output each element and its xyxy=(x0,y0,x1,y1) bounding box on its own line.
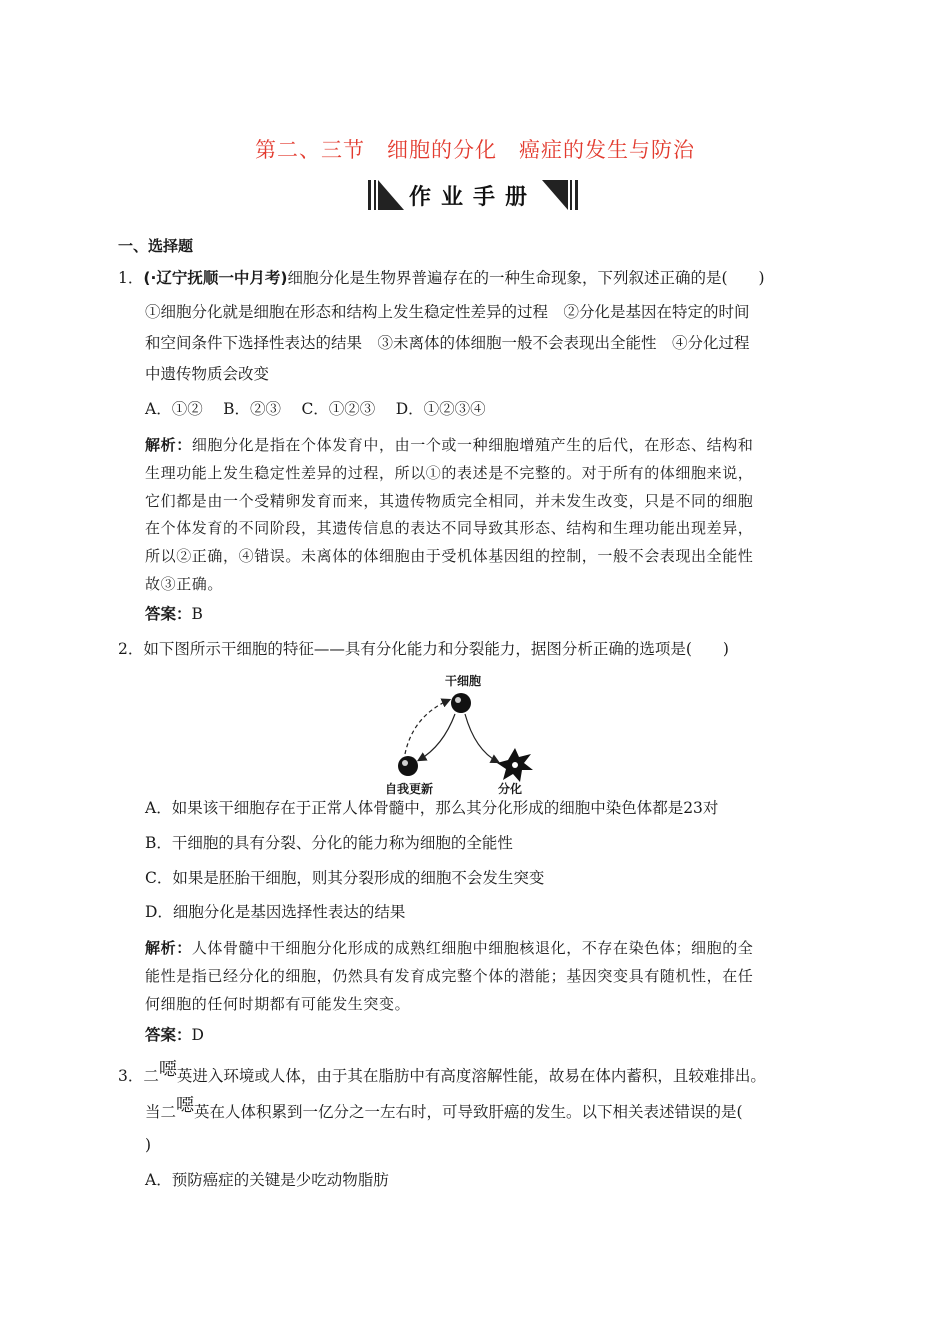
stem-cell xyxy=(451,693,471,713)
q3-special-char: 噁 xyxy=(176,1095,195,1116)
question-3-line-2 xyxy=(145,1095,743,1122)
analysis-label: 解析： xyxy=(145,939,192,957)
q2-analysis-line-3: 何细胞的任何时期都有可能发生突变。 xyxy=(145,995,411,1013)
analysis-text: 人体骨髓中干细胞分化形成的成熟红细胞中细胞核退化，不存在染色体；细胞的全 xyxy=(191,939,754,957)
question-number: 2． xyxy=(118,640,144,658)
question-2-stem xyxy=(118,639,729,659)
answer-label: 答案： xyxy=(145,605,192,623)
question-source: (·辽宁抚顺一中月考) xyxy=(143,269,288,287)
q1-answer xyxy=(145,604,203,624)
homework-banner xyxy=(366,178,580,212)
q3-text: 二 xyxy=(143,1067,159,1085)
self-renewal-cell xyxy=(398,756,418,776)
q1-analysis-line-3: 它们都是由一个受精卵发育而来，其遗传物质完全相同，并未发生改变，只是不同的细胞 xyxy=(145,492,754,510)
stem-cell-diagram xyxy=(385,670,545,800)
q3-text: 英进入环境或人体，由于其在脂肪中有高度溶解性能，故易在体内蓄积，且较难排出。 xyxy=(176,1067,766,1085)
banner-text: 作业手册 xyxy=(408,185,537,210)
page-title: 第二、三节 细胞的分化 癌症的发生与防治 xyxy=(255,138,695,162)
q1-analysis-line-2: 生理功能上发生稳定性差异的过程，所以①的表述是不完整的。对于所有的体细胞来说， xyxy=(145,464,754,482)
q3-text: 当二 xyxy=(145,1103,177,1121)
q2-option-b: B．干细胞的具有分裂、分化的能力称为细胞的全能性 xyxy=(145,834,513,852)
question-3-line-3: ) xyxy=(145,1136,152,1154)
q1-analysis-line-5: 所以②正确，④错误。未离体的体细胞由于受机体基因组的控制，一般不会表现出全能性 xyxy=(145,547,754,565)
question-text: 细胞分化是生物界普遍存在的一种生命现象，下列叙述正确的是( ) xyxy=(287,269,765,287)
q1-analysis-line-4: 在个体发育的不同阶段，其遗传信息的表达不同导致其形态、结构和生理功能出现差异， xyxy=(145,519,754,537)
label-differentiation: 分化 xyxy=(498,782,523,796)
answer-value: B xyxy=(191,605,203,623)
q2-option-d: D．细胞分化是基因选择性表达的结果 xyxy=(145,903,406,921)
answer-value: D xyxy=(191,1026,204,1044)
label-self-renewal: 自我更新 xyxy=(385,782,434,796)
q1-analysis-line-1 xyxy=(145,434,753,455)
q2-analysis-line-2: 能性是指已经分化的细胞，仍然具有发育成完整个体的潜能；基因突变具有随机性，在任 xyxy=(145,967,754,985)
q1-options: A．①② B．②③ C．①②③ D．①②③④ xyxy=(145,400,486,418)
answer-label: 答案： xyxy=(145,1026,192,1044)
question-text: 如下图所示干细胞的特征——具有分化能力和分裂能力，据图分析正确的选项是( ) xyxy=(143,640,729,658)
section-heading: 一、选择题 xyxy=(118,237,194,255)
q2-analysis-line-1 xyxy=(145,937,753,958)
question-number: 3． xyxy=(118,1067,144,1085)
q2-answer xyxy=(145,1025,204,1045)
analysis-label: 解析： xyxy=(145,436,192,454)
q1-statement-line-2: 和空间条件下选择性表达的结果 ③未离体的体细胞一般不会表现出全能性 ④分化过程 xyxy=(145,334,750,352)
q3-option-a: A．预防癌症的关键是少吃动物脂肪 xyxy=(145,1171,389,1189)
q1-statement-line-3: 中遗传物质会改变 xyxy=(145,365,270,383)
analysis-text: 细胞分化是指在个体发育中，由一个或一种细胞增殖产生的后代，在形态、结构和 xyxy=(191,436,754,454)
q3-special-char: 噁 xyxy=(158,1059,177,1080)
q3-text: 英在人体积累到一亿分之一左右时，可导致肝癌的发生。以下相关表述错误的是( xyxy=(194,1103,743,1121)
q2-option-a: A．如果该干细胞存在于正常人体骨髓中，那么其分化形成的细胞中染色体都是23对 xyxy=(145,799,719,817)
q1-statement-line-1: ①细胞分化就是细胞在形态和结构上发生稳定性差异的过程 ②分化是基因在特定的时间 xyxy=(145,303,750,321)
q1-analysis-line-6: 故③正确。 xyxy=(145,575,224,593)
q2-option-c: C．如果是胚胎干细胞，则其分裂形成的细胞不会发生突变 xyxy=(145,869,545,887)
question-3-line-1 xyxy=(118,1059,766,1086)
label-stem-cell: 干细胞 xyxy=(445,674,482,688)
question-number: 1． xyxy=(118,269,144,287)
question-1-stem xyxy=(118,268,765,288)
